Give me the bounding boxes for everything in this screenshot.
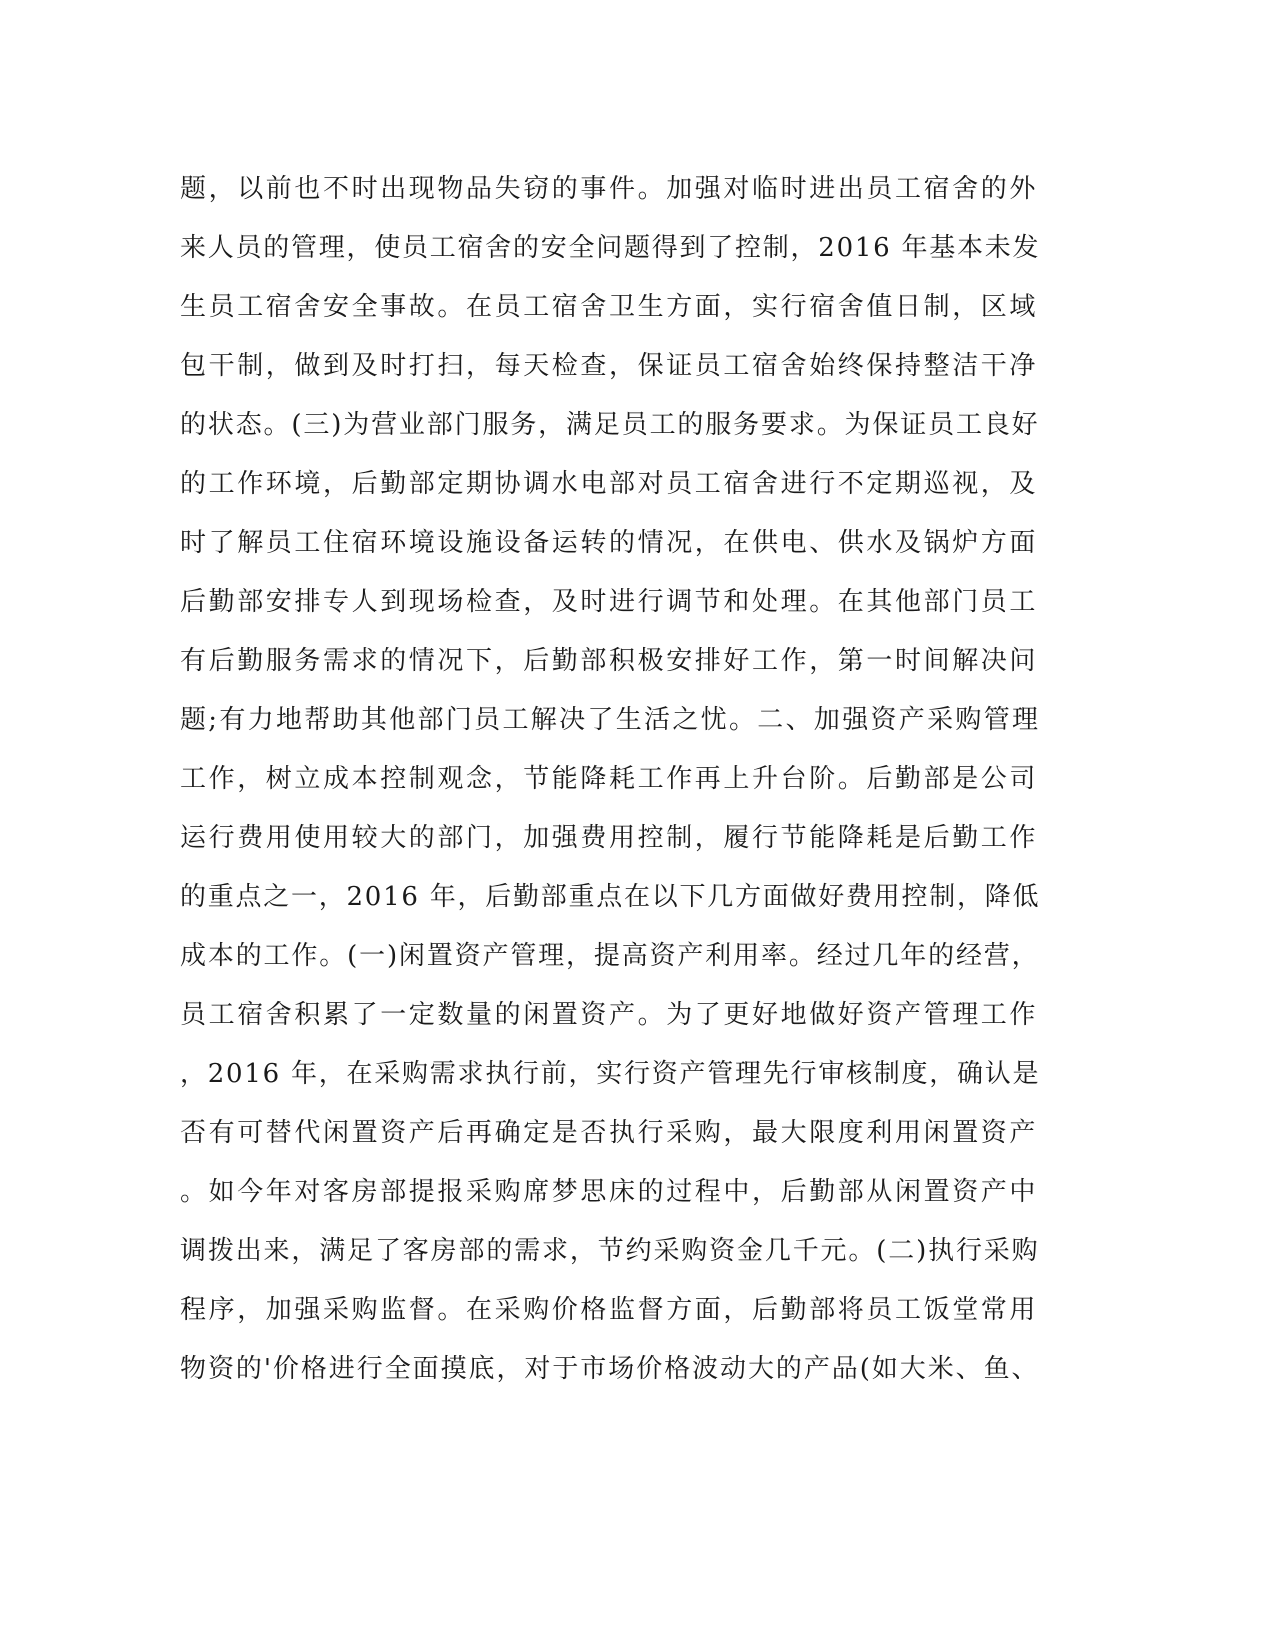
text-line-6: 的工作环境，后勤部定期协调水电部对员工宿舍进行不定期巡视，及 <box>180 469 1039 499</box>
text-line-5: 的状态。(三)为营业部门服务，满足员工的服务要求。为保证员工良好 <box>180 410 1040 440</box>
text-line-19: 调拨出来，满足了客房部的需求，节约采购资金几千元。(二)执行采购 <box>180 1236 1040 1266</box>
text-line-1: 题，以前也不时出现物品失窃的事件。加强对临时进出员工宿舍的外 <box>180 174 1039 204</box>
text-line-16: ，2016 年，在采购需求执行前，实行资产管理先行审核制度，确认是 <box>180 1059 1041 1089</box>
text-line-15: 员工宿舍积累了一定数量的闲置资产。为了更好地做好资产管理工作 <box>180 1000 1039 1030</box>
text-line-2: 来人员的管理，使员工宿舍的安全问题得到了控制，2016 年基本未发 <box>180 233 1041 263</box>
text-line-9: 有后勤服务需求的情况下，后勤部积极安排好工作，第一时间解决问 <box>180 646 1039 676</box>
text-line-14: 成本的工作。(一)闲置资产管理，提高资产利用率。经过几年的经营， <box>180 941 1040 971</box>
text-line-4: 包干制，做到及时打扫，每天检查，保证员工宿舍始终保持整洁干净 <box>180 351 1039 381</box>
text-line-7: 时了解员工住宿环境设施设备运转的情况，在供电、供水及锅炉方面 <box>180 528 1039 558</box>
text-line-21: 物资的'价格进行全面摸底，对于市场价格波动大的产品(如大米、鱼、 <box>180 1354 1040 1384</box>
text-line-20: 程序，加强采购监督。在采购价格监督方面，后勤部将员工饭堂常用 <box>180 1295 1039 1325</box>
text-line-3: 生员工宿舍安全事故。在员工宿舍卫生方面，实行宿舍值日制，区域 <box>180 292 1039 322</box>
text-line-13: 的重点之一，2016 年，后勤部重点在以下几方面做好费用控制，降低 <box>180 882 1041 912</box>
text-line-10: 题;有力地帮助其他部门员工解决了生活之忧。二、加强资产采购管理 <box>180 705 1041 735</box>
text-line-18: 。如今年对客房部提报采购席梦思床的过程中，后勤部从闲置资产中 <box>180 1177 1039 1207</box>
text-line-11: 工作，树立成本控制观念，节能降耗工作再上升台阶。后勤部是公司 <box>180 764 1039 794</box>
body-text <box>180 160 1040 1399</box>
text-line-12: 运行费用使用较大的部门，加强费用控制，履行节能降耗是后勤工作 <box>180 823 1039 853</box>
text-line-17: 否有可替代闲置资产后再确定是否执行采购，最大限度利用闲置资产 <box>180 1118 1039 1148</box>
text-line-8: 后勤部安排专人到现场检查，及时进行调节和处理。在其他部门员工 <box>180 587 1039 617</box>
